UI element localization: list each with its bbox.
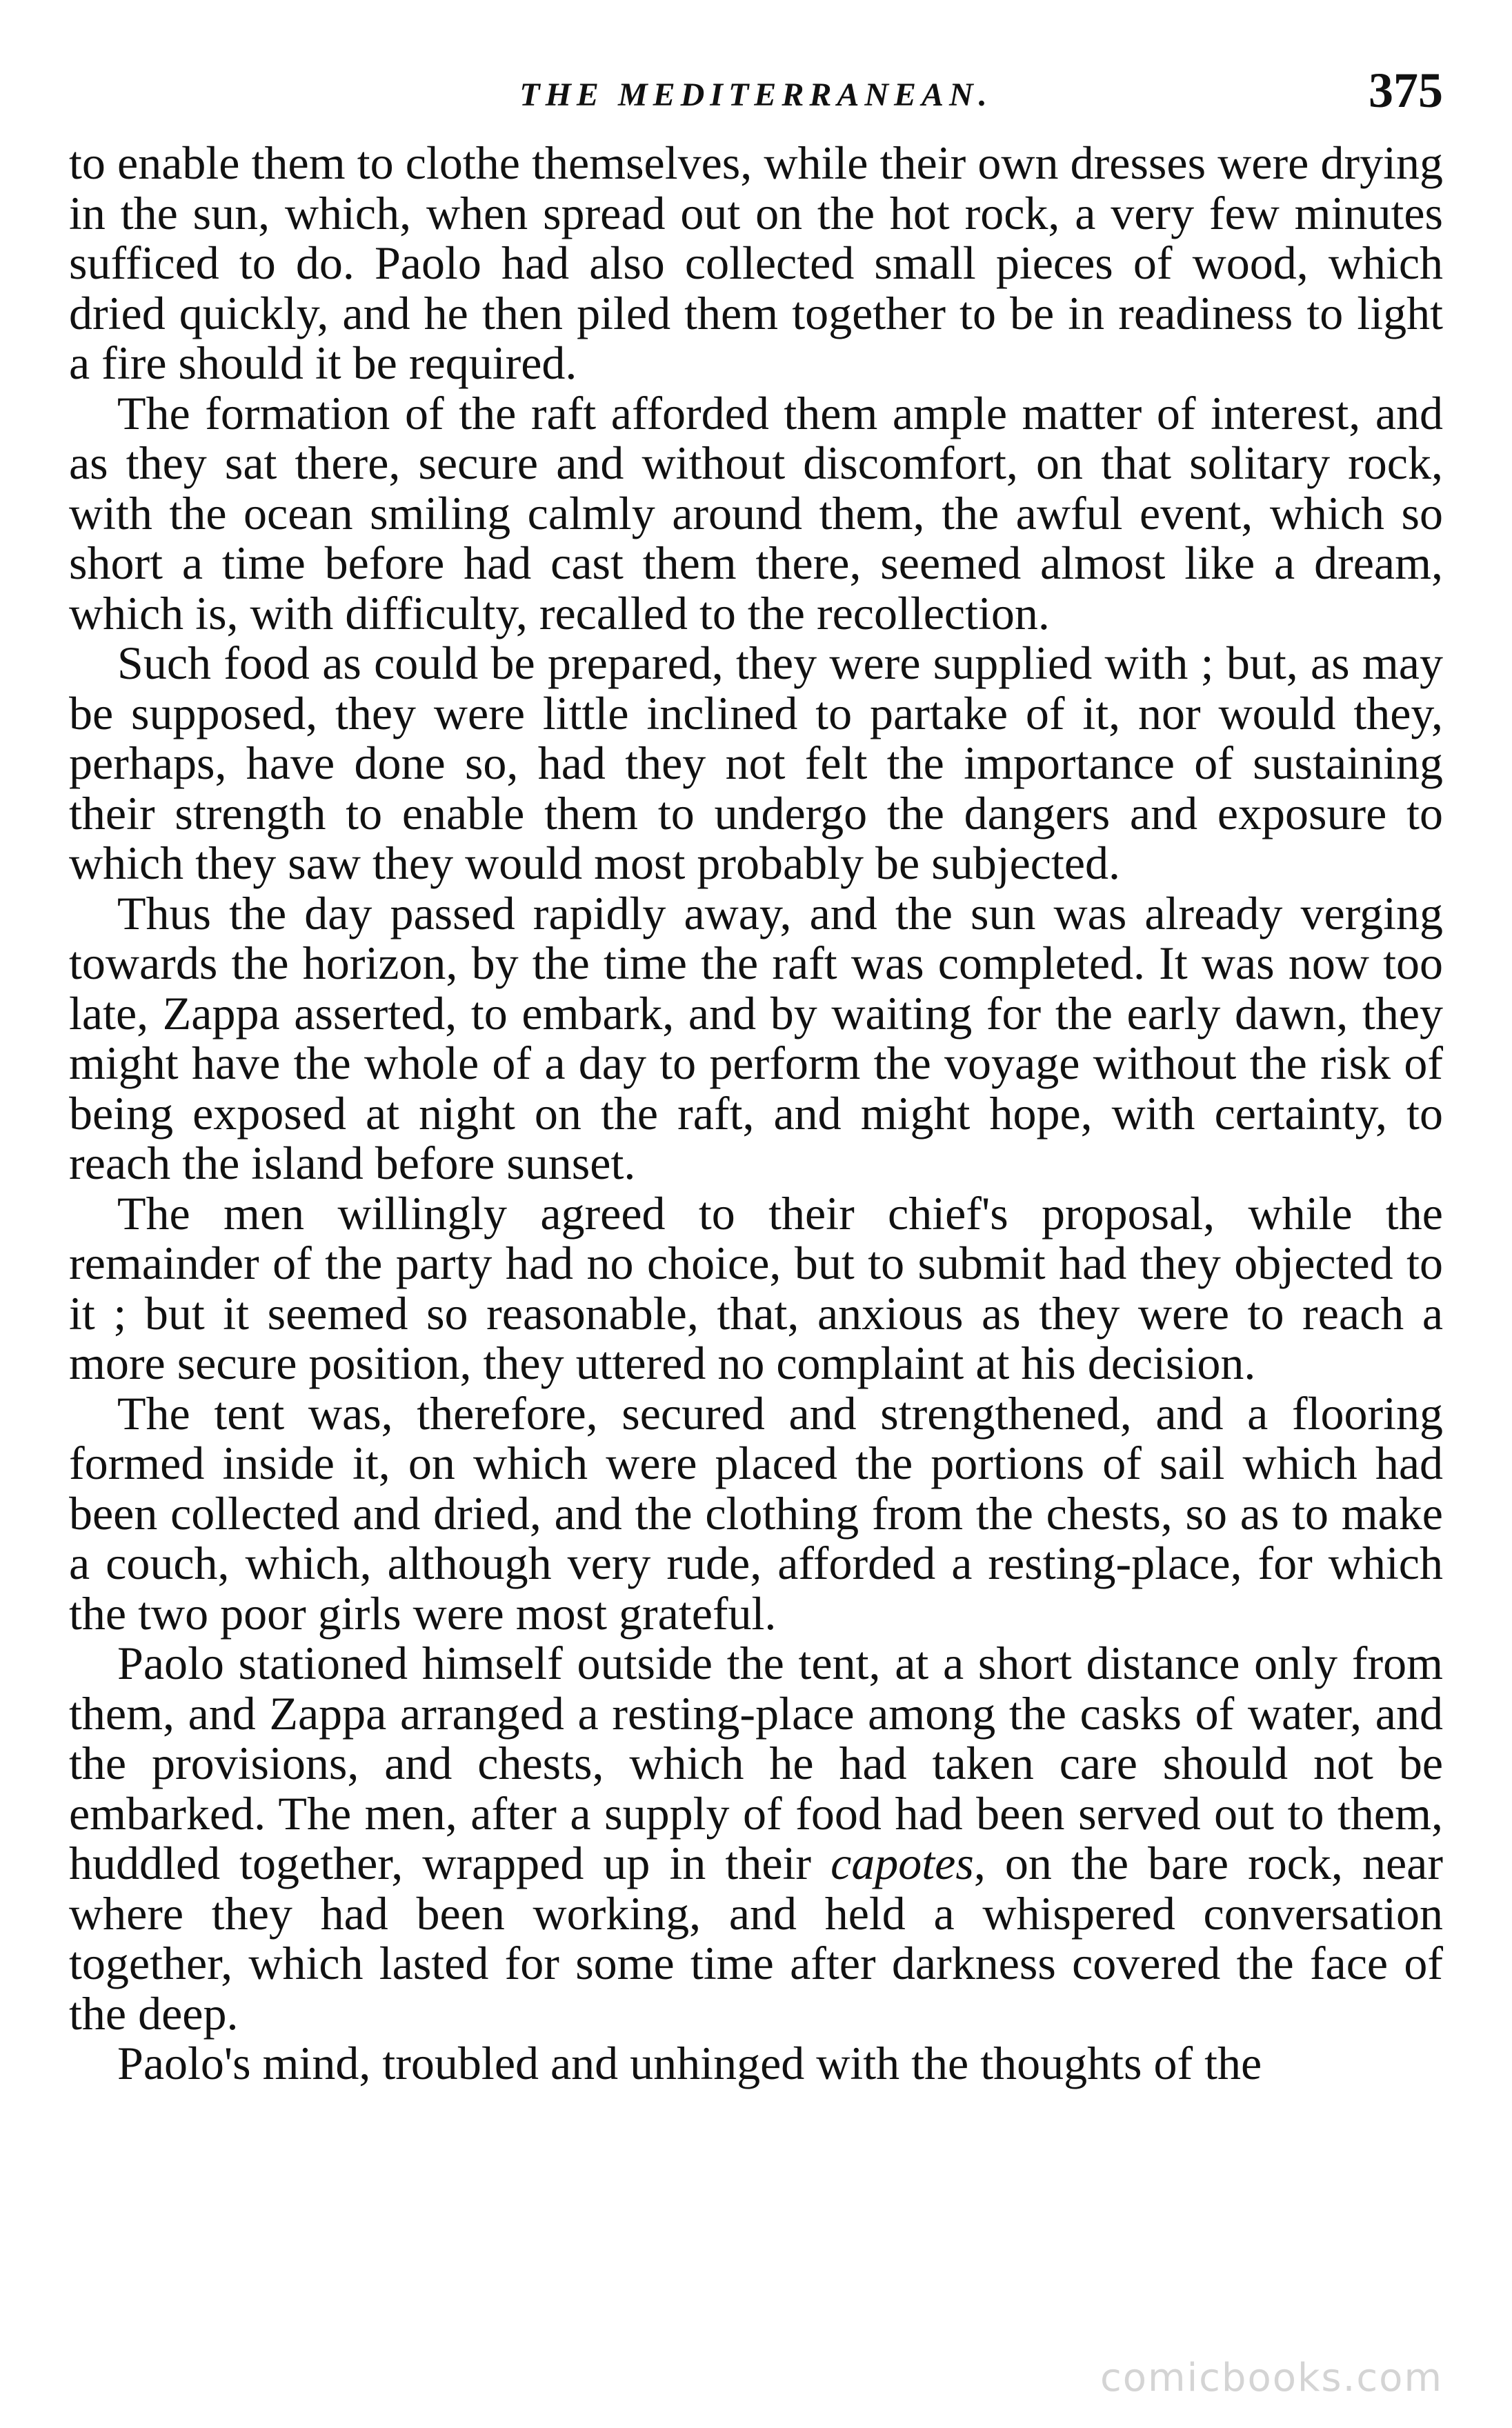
paragraph-8: Paolo's mind, troubled and unhinged with the thoughts of the [117,2037,1262,2089]
watermark: comicbooks.com [1100,2356,1443,2400]
paragraph-7 [69,1638,1443,2038]
paragraph-4: Thus the day passed rapidly away, and the sun was already verging towards the horizon, by the time the raft was completed. It was now too late, Zappa asserted, to embark, and by waiting for the early dawn, they might have the whole of a day to perform the voyage without the risk of being exposed at night on the raft, and might hope, with certainty, to reach the island before sunset. [69,886,1443,1189]
italic-capotes: capotes [830,1837,974,1889]
paragraph-7-text-b: , on the bare rock, near where they had been working, and held a whispered conversation together, which lasted for some time after darkness covered the face of the deep. [69,1837,1443,2040]
paragraph-3: Such food as could be prepared, they were supplied with ; but, as may be supposed, they were little inclined to partake of it, nor would they, perhaps, have done so, had they not felt the importance of sustaining their strength to enable them to undergo the dangers and exposure to which they saw they would most probably be subjected. [69,637,1443,889]
running-title: THE MEDITERRANEAN. [519,77,993,113]
paragraph-7-text-a: Paolo stationed himself outside the tent, at a short distance only from them, and Zappa arranged a resting-place among the casks of water, and the provisions, and chests, which he had taken care should not be embarked. The men, after a supply of food had been served out to them, huddled together, wrapped up in their [69,1637,1443,1889]
book-page [69,62,1443,2387]
paragraph-2: The formation of the raft afforded them ample matter of interest, and as they sat there, secure and without discomfort, on that solitary rock, with the ocean smiling calmly around them, the awful event, which so short a time before had cast them there, seemed almost like a dream, which is, with difficulty, recalled to the recollection. [69,386,1443,639]
body-text [69,138,1443,2089]
paragraph-5: The men willingly agreed to their chief's proposal, while the remainder of the party had no choice, but to submit had they objected to it ; but it seemed so reasonable, that, anxious as they were to reach a more secure position, they uttered no complaint at his decision. [69,1186,1443,1389]
paragraph-6: The tent was, therefore, secured and strengthened, and a flooring formed inside it, on which were placed the portions of sail which had been collected and dried, and the clothing from the chests, so as to make a couch, which, although very rude, afforded a resting-place, for which the two poor girls were most grateful. [69,1386,1443,1640]
paragraph-1: to enable them to clothe themselves, while their own dresses were drying in the sun, which, when spread out on the hot rock, a very few minutes sufficed to do. Paolo had also collected small pieces of wood, which dried quickly, and he then piled them together to be in readiness to light a fire should it be required. [69,137,1443,389]
page-number: 375 [1369,63,1443,118]
page-header [69,62,1443,138]
